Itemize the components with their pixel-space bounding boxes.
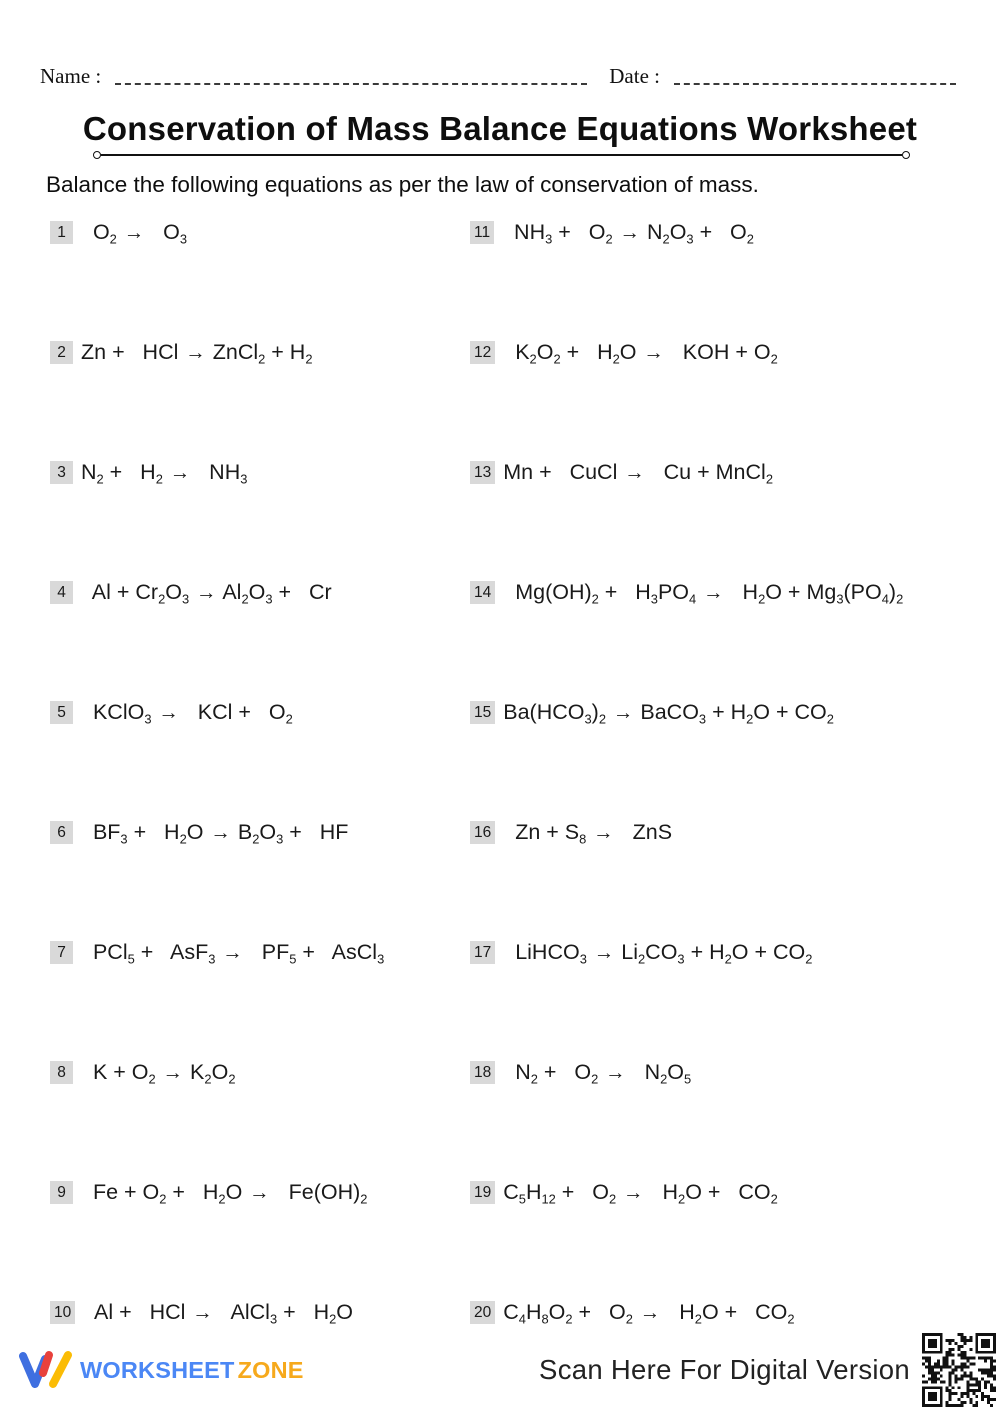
- equation-number-badge: 13: [470, 461, 495, 484]
- arrow-icon: →: [222, 942, 243, 964]
- equation-text: $Zn + S_8$ → ZnS: [503, 820, 673, 847]
- equation-number-badge: 9: [50, 1181, 73, 1204]
- underline-rule: [101, 154, 902, 156]
- equation-row: [50, 698, 470, 818]
- equation-text: $Ba(HCO_3)_2$ → BaCO$_3$ + $H_2O + CO_2$: [503, 700, 834, 727]
- equation-text: KClO$_3$ → KCl + $O_2$: [81, 700, 293, 727]
- equation-number-badge: 6: [50, 821, 73, 844]
- equation-row: [470, 578, 990, 698]
- equation-row: [470, 698, 990, 818]
- equation-number-badge: 17: [470, 941, 495, 964]
- arrow-icon: →: [196, 582, 217, 604]
- arrow-icon: →: [210, 822, 231, 844]
- equation-number-badge: 19: [470, 1181, 495, 1204]
- equation-row: [50, 1058, 470, 1178]
- equation-number-badge: 5: [50, 701, 73, 724]
- equation-text: $Mg(OH)_2 + H_3PO_4 \to H_2O + Mg_3(PO_4)_2$: [503, 580, 904, 607]
- qr-code: [922, 1333, 996, 1407]
- equation-text: $C_5H_{12} + O_2 \to H_2O + CO_2$: [503, 1180, 778, 1207]
- equation-row: [50, 938, 470, 1058]
- arrow-icon: →: [639, 1302, 661, 1324]
- logo-wordmark: [80, 1357, 304, 1384]
- equation-row: [50, 218, 470, 338]
- equation-row: [470, 338, 990, 458]
- name-date-row: [40, 64, 956, 90]
- arrow-icon: →: [192, 1302, 213, 1324]
- equation-number-badge: 16: [470, 821, 495, 844]
- date-blank-line: [674, 67, 956, 85]
- arrow-icon: →: [624, 462, 645, 484]
- scan-here-label: Scan Here For Digital Version: [539, 1354, 910, 1385]
- equation-text: $N_2 + H_2 \to NH_3$: [81, 460, 248, 487]
- equation-row: [50, 1178, 470, 1298]
- equation-number-badge: 18: [470, 1061, 495, 1084]
- equation-number-badge: 2: [50, 341, 73, 364]
- equation-number-badge: 12: [470, 341, 495, 364]
- arrow-icon: →: [158, 702, 179, 724]
- name-blank-line: [115, 67, 587, 85]
- equation-text: Zn + HCl → ZnCl$_2$ + $H_2$: [81, 340, 313, 367]
- arrow-icon: →: [185, 342, 206, 364]
- equations-column-right: [470, 218, 990, 1414]
- page-title: Conservation of Mass Balance Equations Worksheet: [82, 110, 918, 147]
- equation-text: $Fe + O_2 + H_2O \to Fe(OH)_2$: [81, 1180, 368, 1207]
- equation-number-badge: 11: [470, 221, 494, 244]
- equation-row: [50, 578, 470, 698]
- equation-row: [470, 458, 990, 578]
- equation-text: $K + O_2 \to K_2O_2$: [81, 1060, 236, 1087]
- equation-number-badge: 3: [50, 461, 73, 484]
- equation-number-badge: 8: [50, 1061, 73, 1084]
- arrow-icon: →: [619, 222, 641, 244]
- equation-row: [470, 938, 990, 1058]
- arrow-icon: →: [593, 942, 615, 964]
- equations-grid: [50, 218, 990, 1414]
- equation-row: [470, 1178, 990, 1298]
- arrow-icon: →: [169, 462, 191, 484]
- arrow-icon: →: [123, 222, 145, 244]
- equation-row: [470, 1058, 990, 1178]
- arrow-icon: →: [249, 1182, 270, 1204]
- equation-text: Mn + CuCl → Cu + MnCl$_2$: [503, 460, 773, 487]
- equation-number-badge: 7: [50, 941, 73, 964]
- arrow-icon: →: [623, 1182, 644, 1204]
- underline-right-cap-icon: [902, 151, 910, 159]
- equation-text: $N_2 + O_2 \to N_2O_5$: [503, 1060, 692, 1087]
- equations-column-left: [50, 218, 470, 1414]
- equation-row: [470, 218, 990, 338]
- footer-right: [539, 1333, 996, 1407]
- equation-text: $NH_3 + O_2 \to N_2O_3 + O_2$: [502, 220, 754, 247]
- equation-text: $O_2 \to O_3$: [81, 220, 188, 247]
- instruction-text: Balance the following equations as per the law of conservation of mass.: [46, 172, 759, 197]
- equation-number-badge: 14: [470, 581, 495, 604]
- brand-word-worksheet: WORKSHEET: [80, 1356, 235, 1383]
- worksheetzone-logo: [18, 1347, 304, 1393]
- equation-text: $Al + Cr_2O_3 \to Al_2O_3 + Cr$: [81, 580, 332, 607]
- arrow-icon: →: [593, 822, 614, 844]
- equation-number-badge: 4: [50, 581, 73, 604]
- title-underline: [93, 151, 910, 159]
- footer: [18, 1330, 996, 1410]
- equation-text: LiHCO$_3$ → $Li_2CO_3 + H_2O + CO_2$: [503, 940, 813, 967]
- date-label: Date :: [609, 64, 660, 88]
- arrow-icon: →: [643, 342, 664, 364]
- equation-row: [470, 818, 990, 938]
- equation-number-badge: 15: [470, 701, 495, 724]
- equation-text: $PCl_5 + AsF_3 \to PF_5$ + AsCl$_3$: [81, 940, 385, 967]
- equation-row: [50, 458, 470, 578]
- equation-number-badge: 10: [50, 1301, 75, 1324]
- equation-number-badge: 1: [50, 221, 73, 244]
- underline-left-cap-icon: [93, 151, 101, 159]
- equation-text: $K_2O_2 + H_2O$ → KOH + $O_2$: [503, 340, 778, 367]
- equation-text: $BF_3 + H_2O \to B_2O_3$ + HF: [81, 820, 349, 847]
- equation-row: [50, 818, 470, 938]
- arrow-icon: →: [612, 702, 634, 724]
- arrow-icon: →: [162, 1062, 184, 1084]
- equation-number-badge: 20: [470, 1301, 495, 1324]
- arrow-icon: →: [605, 1062, 626, 1084]
- equation-row: [50, 338, 470, 458]
- name-label: Name :: [40, 64, 102, 88]
- arrow-icon: →: [703, 582, 724, 604]
- brand-word-zone: ZONE: [237, 1356, 304, 1383]
- equation-text: Al + HCl → AlCl$_3$ + $H_2O$: [83, 1300, 354, 1327]
- worksheetzone-logo-icon: [18, 1347, 74, 1393]
- equation-text: $C_4H_8O_2 + O_2 \to H_2O + CO_2$: [503, 1300, 795, 1327]
